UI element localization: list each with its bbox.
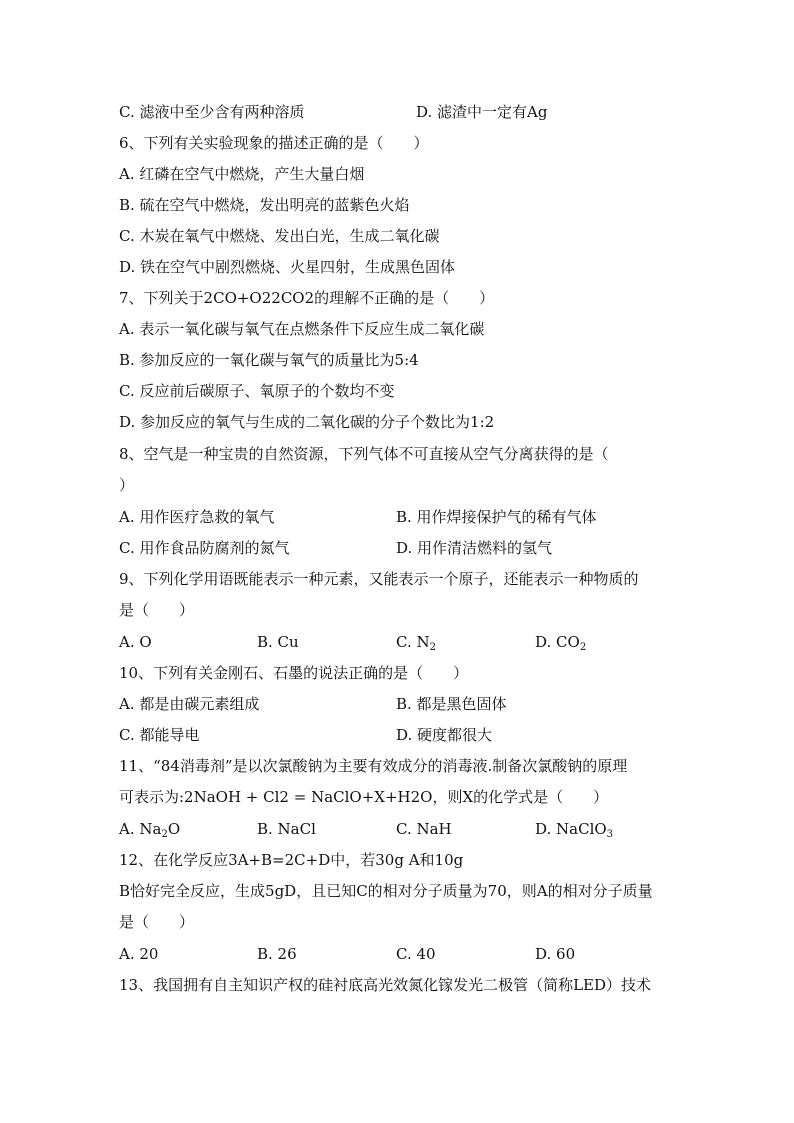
q12-option-d: D. 60	[535, 945, 576, 963]
q7-option-a: A. 表示一氧化碳与氧气在点燃条件下反应生成二氧化碳	[119, 320, 485, 338]
q11-option-d: D. NaClO$_3$	[535, 820, 614, 840]
question-9-cont: 是（ ）	[119, 601, 195, 619]
question-11: 11、“84消毒剂”是以次氯酸钠为主要有效成分的消毒液.制备次氯酸钠的原理	[119, 757, 628, 775]
question-7: 7、下列关于2CO+O22CO2的理解不正确的是（ ）	[119, 289, 495, 307]
q9-option-c: C. $N_2$	[396, 633, 436, 653]
q11-option-a: A. $Na_2O$	[119, 820, 181, 840]
question-11-cont: 可表示为:2NaOH + Cl2 = NaClO+X+H2O，则X的化学式是（ ）	[119, 788, 609, 806]
q11-option-b: B. NaCl	[257, 820, 316, 838]
q6-option-a: A. 红磷在空气中燃烧，产生大量白烟	[119, 165, 365, 183]
question-9: 9、下列化学用语既能表示一种元素，又能表示一个原子，还能表示一种物质的	[119, 570, 639, 588]
q7-option-b: B. 参加反应的一氧化碳与氧气的质量比为5:4	[119, 351, 419, 369]
q7-option-c: C. 反应前后碳原子、氧原子的个数均不变	[119, 382, 395, 400]
q10-option-b: B. 都是黑色固体	[396, 695, 507, 713]
q6-option-b: B. 硫在空气中燃烧，发出明亮的蓝紫色火焰	[119, 196, 410, 214]
question-12-cont2: 是（ ）	[119, 913, 195, 931]
q10-option-d: D. 硬度都很大	[396, 726, 493, 744]
q9-option-b: B. Cu	[257, 633, 299, 651]
q8-option-a: A. 用作医疗急救的氧气	[119, 508, 275, 526]
question-8: 8、空气是一种宝贵的自然资源，下列气体不可直接从空气分离获得的是（	[119, 445, 609, 463]
question-6: 6、下列有关实验现象的描述正确的是（ ）	[119, 134, 429, 152]
question-12-cont: B恰好完全反应，生成5gD，且已知C的相对分子质量为70，则A的相对分子质量	[119, 882, 653, 900]
q6-option-c: C. 木炭在氧气中燃烧、发出白光，生成二氧化碳	[119, 227, 440, 245]
question-10: 10、下列有关金刚石、石墨的说法正确的是（ ）	[119, 664, 469, 682]
q6-option-d: D. 铁在空气中剧烈燃烧、火星四射，生成黑色固体	[119, 258, 456, 276]
q9-option-a: A. O	[119, 633, 152, 651]
q12-option-c: C. 40	[396, 945, 436, 963]
q11-option-c: C. NaH	[396, 820, 452, 838]
q12-option-b: B. 26	[257, 945, 297, 963]
q10-option-c: C. 都能导电	[119, 726, 200, 744]
q8-option-c: C. 用作食品防腐剂的氮气	[119, 539, 290, 557]
q8-option-b: B. 用作焊接保护气的稀有气体	[396, 508, 597, 526]
option-c-line: C. 滤液中至少含有两种溶质	[119, 103, 305, 121]
question-13: 13、我国拥有自主知识产权的硅衬底高光效氮化镓发光二极管（简称LED）技术	[119, 976, 652, 994]
q7-option-d: D. 参加反应的氧气与生成的二氧化碳的分子个数比为1:2	[119, 413, 495, 431]
question-8-cont: ）	[119, 476, 135, 494]
question-12: 12、在化学反应3A+B=2C+D中，若30g A和10g	[119, 851, 464, 869]
q10-option-a: A. 都是由碳元素组成	[119, 695, 260, 713]
q8-option-d: D. 用作清洁燃料的氢气	[396, 539, 553, 557]
q12-option-a: A. 20	[119, 945, 159, 963]
option-d-line: D. 滤渣中一定有Ag	[416, 103, 548, 121]
q9-option-d: D. $CO_2$	[535, 633, 587, 653]
